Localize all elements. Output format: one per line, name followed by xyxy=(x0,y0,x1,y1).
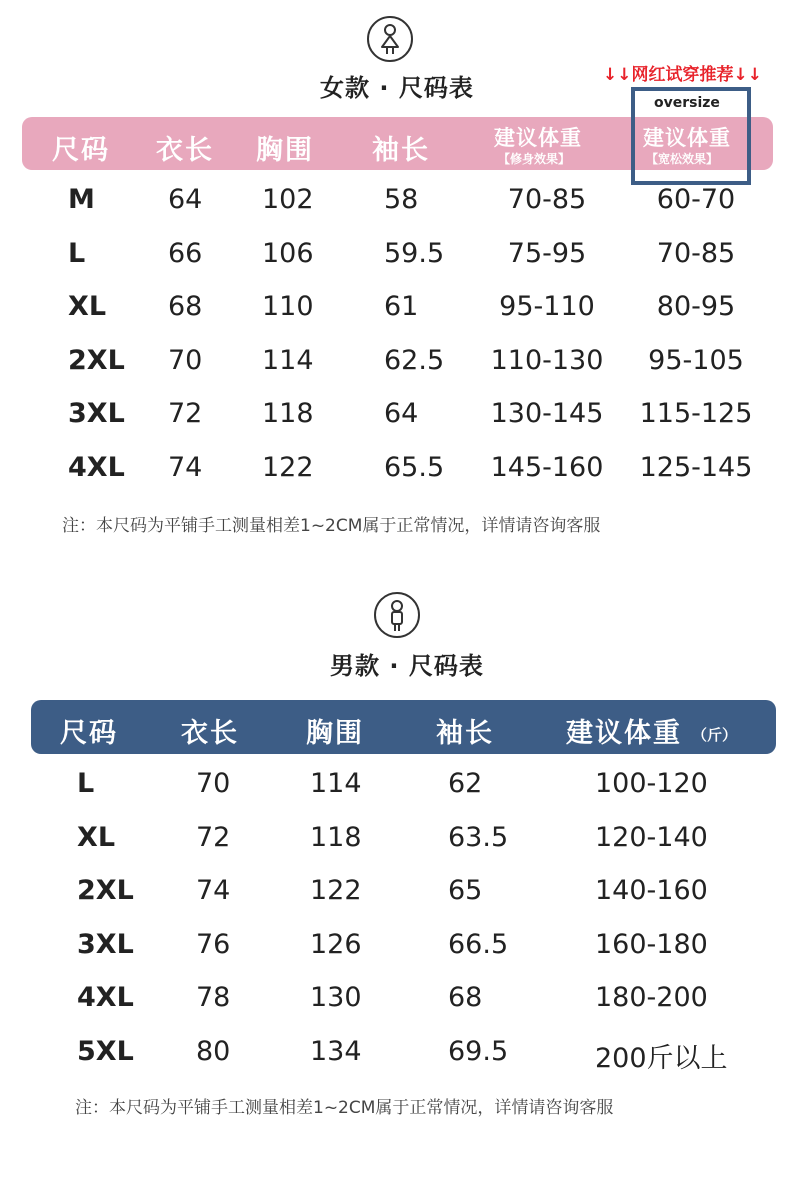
men-row-6-size: 5XL xyxy=(77,1035,134,1067)
men-row-2-weight: 120-140 xyxy=(595,821,708,853)
women-row-5-chest: 118 xyxy=(262,398,314,429)
women-row-6-length: 74 xyxy=(168,451,203,483)
women-note: 注：本尺码为平铺手工测量相差1~2CM属于正常情况，详情请咨询客服 xyxy=(62,516,601,536)
men-row-6-length: 80 xyxy=(196,1035,231,1067)
men-row-4-chest: 126 xyxy=(310,928,362,960)
women-header-weight-slim: 建议体重 xyxy=(494,126,582,150)
women-row-5-length: 72 xyxy=(168,398,203,429)
women-row-6-weight-slim: 145-160 xyxy=(490,451,604,483)
men-row-2-chest: 118 xyxy=(310,821,362,853)
men-header-weight: 建议体重 xyxy=(566,718,682,749)
men-row-6-weight: 200斤以上 xyxy=(595,1042,728,1074)
women-row-1-length: 64 xyxy=(168,184,203,215)
men-row-5-weight: 180-200 xyxy=(595,982,708,1013)
women-size-chart-title: 女款 · 尺码表 xyxy=(320,74,474,102)
women-row-2-length: 66 xyxy=(168,237,203,269)
women-row-2-size: L xyxy=(68,237,86,269)
women-row-1-sleeve: 58 xyxy=(384,184,419,215)
women-row-3-weight-slim: 95-110 xyxy=(499,291,595,322)
men-row-4-sleeve: 66.5 xyxy=(448,928,509,960)
men-row-1-sleeve: 62 xyxy=(448,768,483,799)
men-row-3-weight: 140-160 xyxy=(595,875,708,906)
women-row-6-chest: 122 xyxy=(262,451,314,483)
men-row-3-length: 74 xyxy=(196,875,231,906)
oversize-label: oversize xyxy=(654,95,720,111)
men-header-sleeve: 袖长 xyxy=(436,718,494,749)
men-note: 注：本尺码为平铺手工测量相差1~2CM属于正常情况，详情请咨询客服 xyxy=(75,1098,614,1118)
men-row-3-chest: 122 xyxy=(310,875,362,906)
women-row-4-length: 70 xyxy=(168,344,203,376)
women-row-3-size: XL xyxy=(68,291,107,322)
women-row-5-weight-slim: 130-145 xyxy=(490,398,604,429)
men-row-5-length: 78 xyxy=(196,982,231,1013)
women-row-3-length: 68 xyxy=(168,291,203,322)
men-row-2-size: XL xyxy=(77,821,116,853)
influencer-recommend-label: ↓↓网红试穿推荐↓↓ xyxy=(603,65,762,85)
men-row-2-length: 72 xyxy=(196,821,231,853)
women-row-5-weight-loose: 115-125 xyxy=(639,398,753,429)
men-row-2-sleeve: 63.5 xyxy=(448,821,509,853)
women-row-2-weight-loose: 70-85 xyxy=(656,237,736,269)
men-header-weight-unit: （斤） xyxy=(692,726,738,744)
women-row-6-sleeve: 65.5 xyxy=(384,451,445,483)
men-header-size: 尺码 xyxy=(60,718,118,749)
women-row-1-weight-slim: 70-85 xyxy=(507,184,587,215)
men-row-5-sleeve: 68 xyxy=(448,982,483,1013)
women-row-1-size: M xyxy=(68,184,95,215)
women-row-4-weight-slim: 110-130 xyxy=(490,344,604,376)
men-row-6-sleeve: 69.5 xyxy=(448,1035,509,1067)
female-figure-icon xyxy=(367,16,413,62)
women-header-slim-effect: 【修身效果】 xyxy=(498,152,571,166)
women-row-4-weight-loose: 95-105 xyxy=(648,344,744,376)
women-row-4-size: 2XL xyxy=(68,344,125,376)
men-row-3-size: 2XL xyxy=(77,875,134,906)
men-row-1-weight: 100-120 xyxy=(595,768,708,799)
men-header-length: 衣长 xyxy=(181,718,239,749)
women-row-2-weight-slim: 75-95 xyxy=(507,237,587,269)
women-row-5-sleeve: 64 xyxy=(384,398,419,429)
men-row-4-size: 3XL xyxy=(77,928,134,960)
women-row-4-chest: 114 xyxy=(262,344,314,376)
men-row-4-weight: 160-180 xyxy=(595,928,708,960)
men-row-1-chest: 114 xyxy=(310,768,362,799)
men-row-1-length: 70 xyxy=(196,768,231,799)
women-row-6-weight-loose: 125-145 xyxy=(639,451,753,483)
women-row-3-chest: 110 xyxy=(262,291,314,322)
men-row-5-size: 4XL xyxy=(77,982,134,1013)
men-row-1-size: L xyxy=(77,768,95,799)
women-row-3-sleeve: 61 xyxy=(384,291,419,322)
men-row-6-chest: 134 xyxy=(310,1035,362,1067)
men-size-chart-title: 男款 · 尺码表 xyxy=(330,652,484,680)
women-header-chest: 胸围 xyxy=(256,135,314,166)
women-row-4-sleeve: 62.5 xyxy=(384,344,445,376)
women-row-1-weight-loose: 60-70 xyxy=(656,184,736,215)
women-header-weight-loose: 建议体重 xyxy=(643,126,731,150)
men-header-chest: 胸围 xyxy=(306,718,364,749)
women-header-length: 衣长 xyxy=(156,135,214,166)
women-header-sleeve: 袖长 xyxy=(372,135,430,166)
women-row-2-chest: 106 xyxy=(262,237,314,269)
women-row-5-size: 3XL xyxy=(68,398,125,429)
men-row-3-sleeve: 65 xyxy=(448,875,483,906)
women-header-loose-effect: 【宽松效果】 xyxy=(646,152,719,166)
women-row-2-sleeve: 59.5 xyxy=(384,237,445,269)
men-row-4-length: 76 xyxy=(196,928,231,960)
women-header-size: 尺码 xyxy=(52,135,110,166)
women-row-1-chest: 102 xyxy=(262,184,314,215)
men-row-5-chest: 130 xyxy=(310,982,362,1013)
male-figure-icon xyxy=(374,592,420,638)
women-row-6-size: 4XL xyxy=(68,451,125,483)
women-row-3-weight-loose: 80-95 xyxy=(656,291,736,322)
